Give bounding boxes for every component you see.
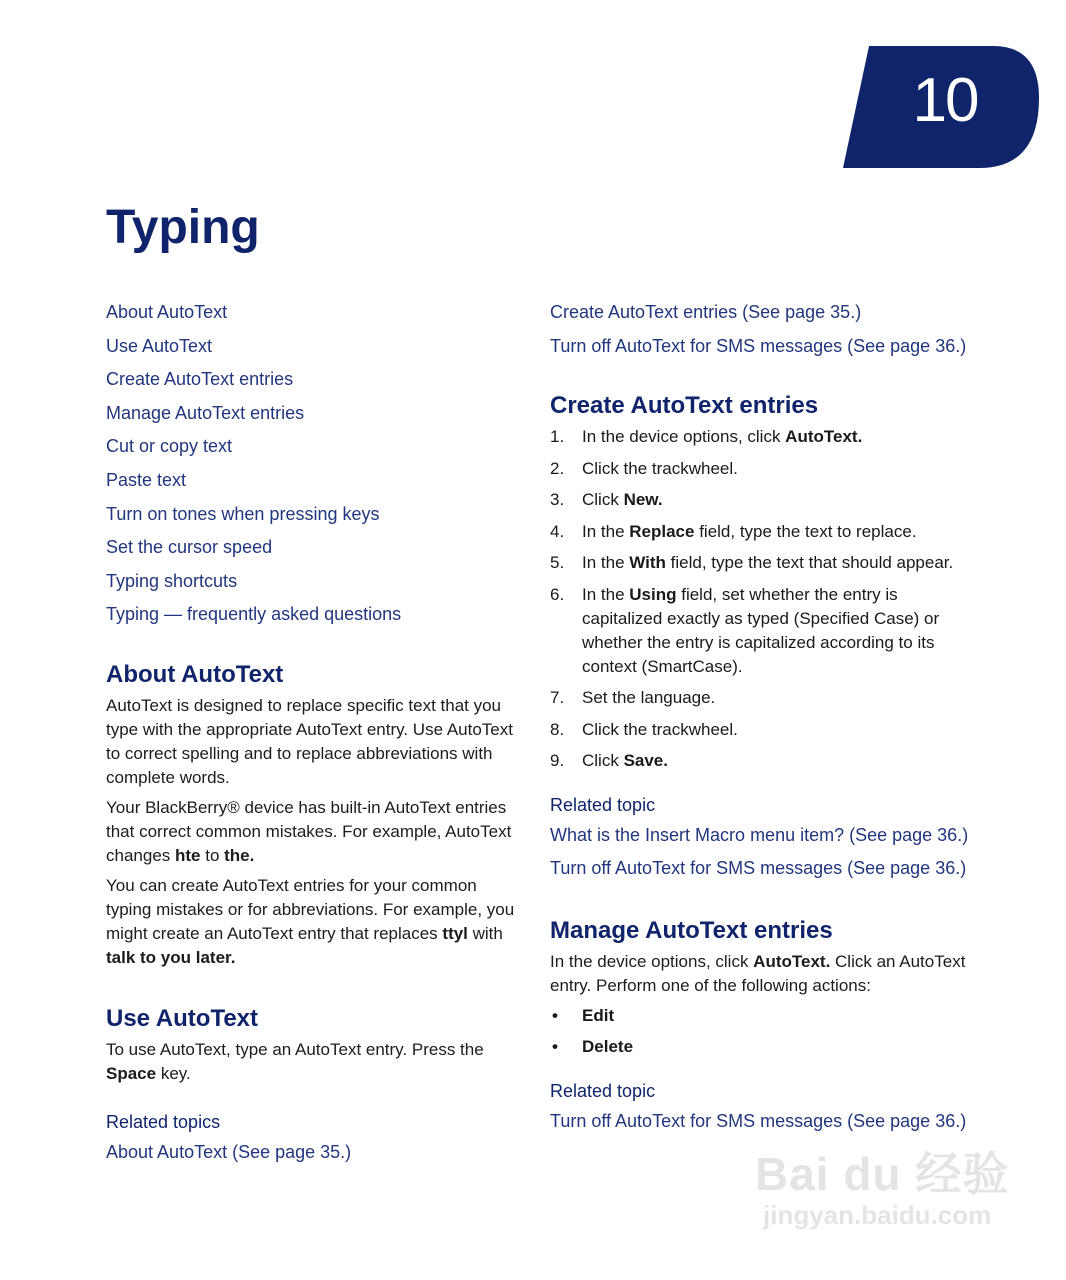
about-paragraph-3: You can create AutoText entries for your common typing mistakes or for abbreviations. For example, you might create an AutoText entry that replaces ttyl with talk to you later. xyxy=(106,875,515,967)
about-autotext-heading: About AutoText xyxy=(106,660,284,688)
related-topic-label: Related topic xyxy=(550,794,656,815)
use-paragraph: To use AutoText, type an AutoText entry. Press the Space key. xyxy=(106,1039,484,1083)
create-steps-list xyxy=(550,425,980,773)
list-item: 5. In the With field, type the text that should appear. xyxy=(550,553,954,573)
watermark-logo: Bai du 经验 xyxy=(755,1148,1010,1200)
left-column xyxy=(106,300,526,1174)
list-item: 3. Click New. xyxy=(550,490,663,510)
list-item: • Edit xyxy=(552,1005,615,1025)
manage-autotext-heading: Manage AutoText entries xyxy=(550,916,833,944)
list-item: 4. In the Replace field, type the text to replace. xyxy=(550,521,917,541)
toc-link-paste[interactable]: Paste text xyxy=(106,469,187,490)
list-item: 1. In the device options, click AutoText. xyxy=(550,427,863,447)
toc-link-create-autotext[interactable]: Create AutoText entries xyxy=(106,369,294,390)
toc-link-manage-autotext[interactable]: Manage AutoText entries xyxy=(106,402,305,423)
about-paragraph-2: Your BlackBerry® device has built-in AutoText entries that correct common mistakes. For example, AutoText changes hte to the. xyxy=(106,797,512,865)
use-autotext-heading: Use AutoText xyxy=(106,1004,259,1032)
related-link-about-autotext[interactable]: About AutoText (See page 35.) xyxy=(106,1141,352,1162)
list-item: 2. Click the trackwheel. xyxy=(550,458,738,478)
toc-link-faq[interactable]: Typing — frequently asked questions xyxy=(106,604,402,625)
related-link-insert-macro[interactable]: What is the Insert Macro menu item? (See page 36.) xyxy=(550,824,969,845)
right-column xyxy=(550,300,980,1142)
use-autotext-section xyxy=(106,1004,526,1164)
manage-paragraph: In the device options, click AutoText. Click an AutoText entry. Perform one of the following actions: xyxy=(550,951,966,995)
watermark-url: jingyan.baidu.com xyxy=(763,1200,992,1230)
list-item: 6. In the Using field, set whether the entry is capitalized exactly as typed (Specified Case) or whether the entry is capitalized according to its context (SmartCase). xyxy=(550,584,940,676)
toc-link-cursor-speed[interactable]: Set the cursor speed xyxy=(106,537,273,558)
list-item: • Delete xyxy=(552,1037,634,1057)
page-title: Typing xyxy=(106,201,260,254)
link-turn-off-autotext-sms[interactable]: Turn off AutoText for SMS messages (See page 36.) xyxy=(550,335,967,356)
about-paragraph-1: AutoText is designed to replace specific text that you type with the appropriate AutoText entry. Use AutoText to correct spelling and to replace abbreviations with complete words. xyxy=(106,695,513,787)
list-item: 8. Click the trackwheel. xyxy=(550,719,738,739)
create-autotext-heading: Create AutoText entries xyxy=(550,392,819,420)
manage-related-link-turn-off-sms[interactable]: Turn off AutoText for SMS messages (See page 36.) xyxy=(550,1110,967,1131)
toc-link-use-autotext[interactable]: Use AutoText xyxy=(106,335,213,356)
create-autotext-section xyxy=(550,391,980,880)
watermark xyxy=(755,1148,1015,1238)
toc-link-shortcuts[interactable]: Typing shortcuts xyxy=(106,570,238,591)
manage-actions-list xyxy=(550,1004,980,1060)
toc-link-about-autotext[interactable]: About AutoText xyxy=(106,302,228,322)
toc-link-cut-copy[interactable]: Cut or copy text xyxy=(106,436,233,457)
chapter-number: 10 xyxy=(912,66,978,135)
link-create-autotext-entries[interactable]: Create AutoText entries (See page 35.) xyxy=(550,302,862,322)
toc xyxy=(106,300,526,626)
toc-link-tones[interactable]: Turn on tones when pressing keys xyxy=(106,503,380,524)
related-link-turn-off-sms[interactable]: Turn off AutoText for SMS messages (See page 36.) xyxy=(550,858,967,879)
manage-related-topic-label: Related topic xyxy=(550,1080,656,1101)
related-topics-label: Related topics xyxy=(106,1111,221,1132)
about-autotext-section xyxy=(106,660,526,970)
manage-autotext-section xyxy=(550,916,980,1133)
list-item: 7. Set the language. xyxy=(550,688,716,708)
list-item: 9. Click Save. xyxy=(550,751,668,771)
